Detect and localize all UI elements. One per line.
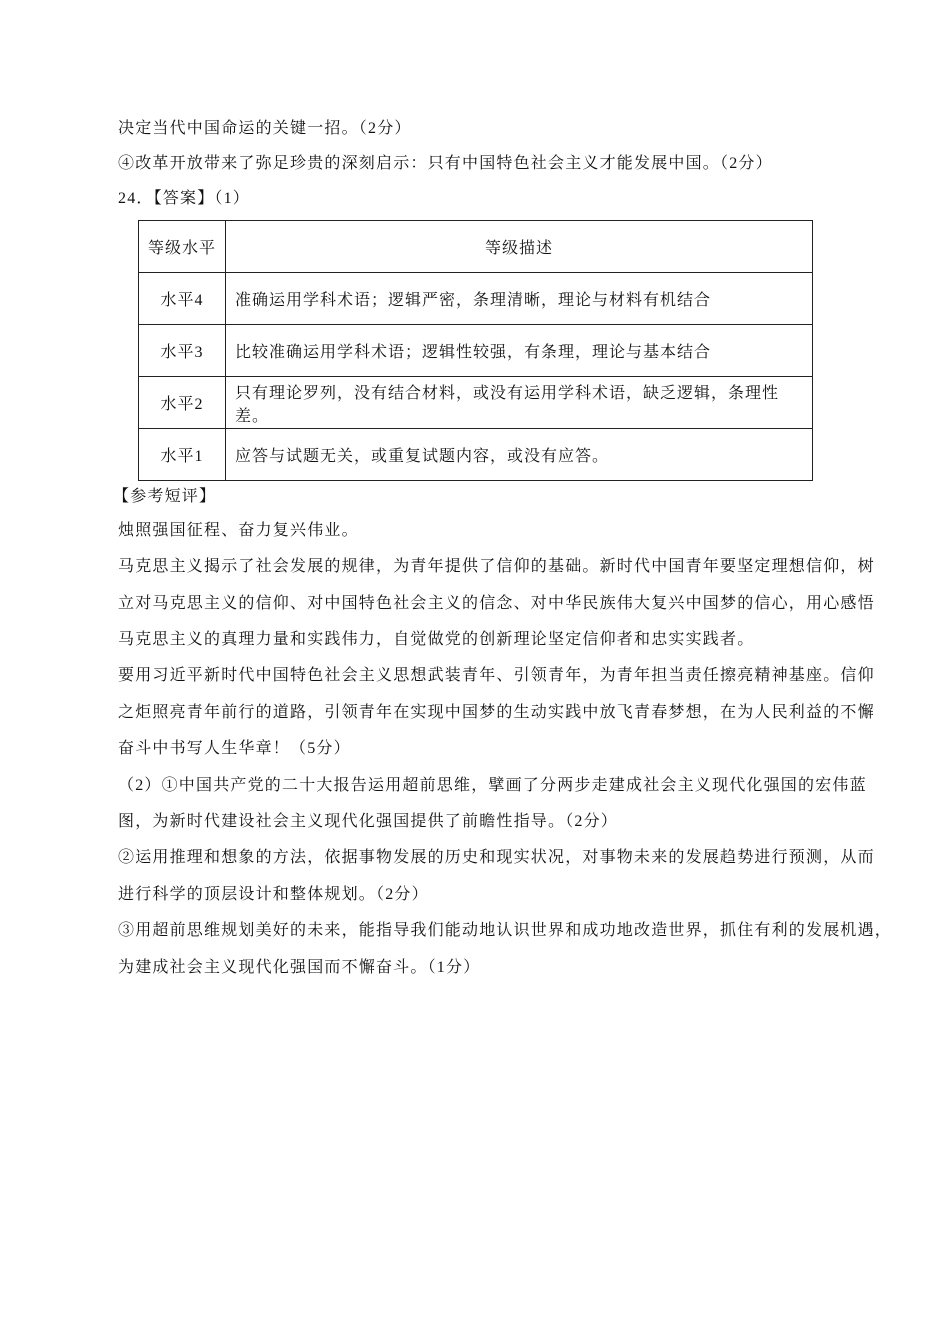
desc-cell: 只有理论罗列，没有结合材料，或没有运用学科术语，缺乏逻辑，条理性差。 (226, 377, 813, 429)
desc-cell: 比较准确运用学科术语；逻辑性较强，有条理，理论与基本结合 (226, 325, 813, 377)
table-row (139, 325, 813, 377)
text-line: 决定当代中国命运的关键一招。（2分） (118, 120, 412, 137)
section-heading: 【参考短评】 (113, 488, 217, 505)
text-line: 立对马克思主义的信仰、对中国特色社会主义的信念、对中华民族伟大复兴中国梦的信心，用心感悟 (118, 595, 875, 612)
text-line: 之炬照亮青年前行的道路，引领青年在实现中国梦的生动实践中放飞青春梦想，在为人民利益的不懈 (118, 704, 875, 721)
table-header-row (139, 221, 813, 273)
text-line: 要用习近平新时代中国特色社会主义思想武装青年、引领青年，为青年担当责任擦亮精神基座。信仰 (118, 667, 875, 684)
header-desc: 等级描述 (226, 221, 813, 273)
text-line: （2）①中国共产党的二十大报告运用超前思维，擘画了分两步走建成社会主义现代化强国的宏伟蓝 (118, 777, 867, 794)
level-cell: 水平1 (139, 429, 226, 481)
table-row (139, 273, 813, 325)
desc-cell: 应答与试题无关，或重复试题内容，或没有应答。 (226, 429, 813, 481)
grading-table (138, 220, 813, 481)
text-line: 进行科学的顶层设计和整体规划。（2分） (118, 886, 429, 903)
question-heading: 24．【答案】（1） (118, 190, 251, 207)
table-row (139, 429, 813, 481)
header-level: 等级水平 (139, 221, 226, 273)
table-row (139, 377, 813, 429)
text-line: 马克思主义揭示了社会发展的规律，为青年提供了信仰的基础。新时代中国青年要坚定理想信仰，树 (118, 558, 875, 575)
text-line: ④改革开放带来了弥足珍贵的深刻启示：只有中国特色社会主义才能发展中国。（2分） (118, 155, 773, 172)
text-line: 马克思主义的真理力量和实践伟力，自觉做党的创新理论坚定信仰者和忠实实践者。 (118, 631, 755, 648)
text-line: 图，为新时代建设社会主义现代化强国提供了前瞻性指导。（2分） (118, 813, 619, 830)
text-line: 奋斗中书写人生华章！（5分） (118, 740, 351, 757)
level-cell: 水平2 (139, 377, 226, 429)
text-line: 为建成社会主义现代化强国而不懈奋斗。（1分） (118, 959, 481, 976)
text-line: 烛照强国征程、奋力复兴伟业。 (118, 522, 359, 539)
level-cell: 水平4 (139, 273, 226, 325)
desc-cell: 准确运用学科术语；逻辑严密，条理清晰，理论与材料有机结合 (226, 273, 813, 325)
text-line: ②运用推理和想象的方法，依据事物发展的历史和现实状况，对事物未来的发展趋势进行预测，从而 (118, 849, 875, 866)
level-cell: 水平3 (139, 325, 226, 377)
text-line: ③用超前思维规划美好的未来，能指导我们能动地认识世界和成功地改造世界，抓住有利的发展机遇， (118, 922, 893, 939)
